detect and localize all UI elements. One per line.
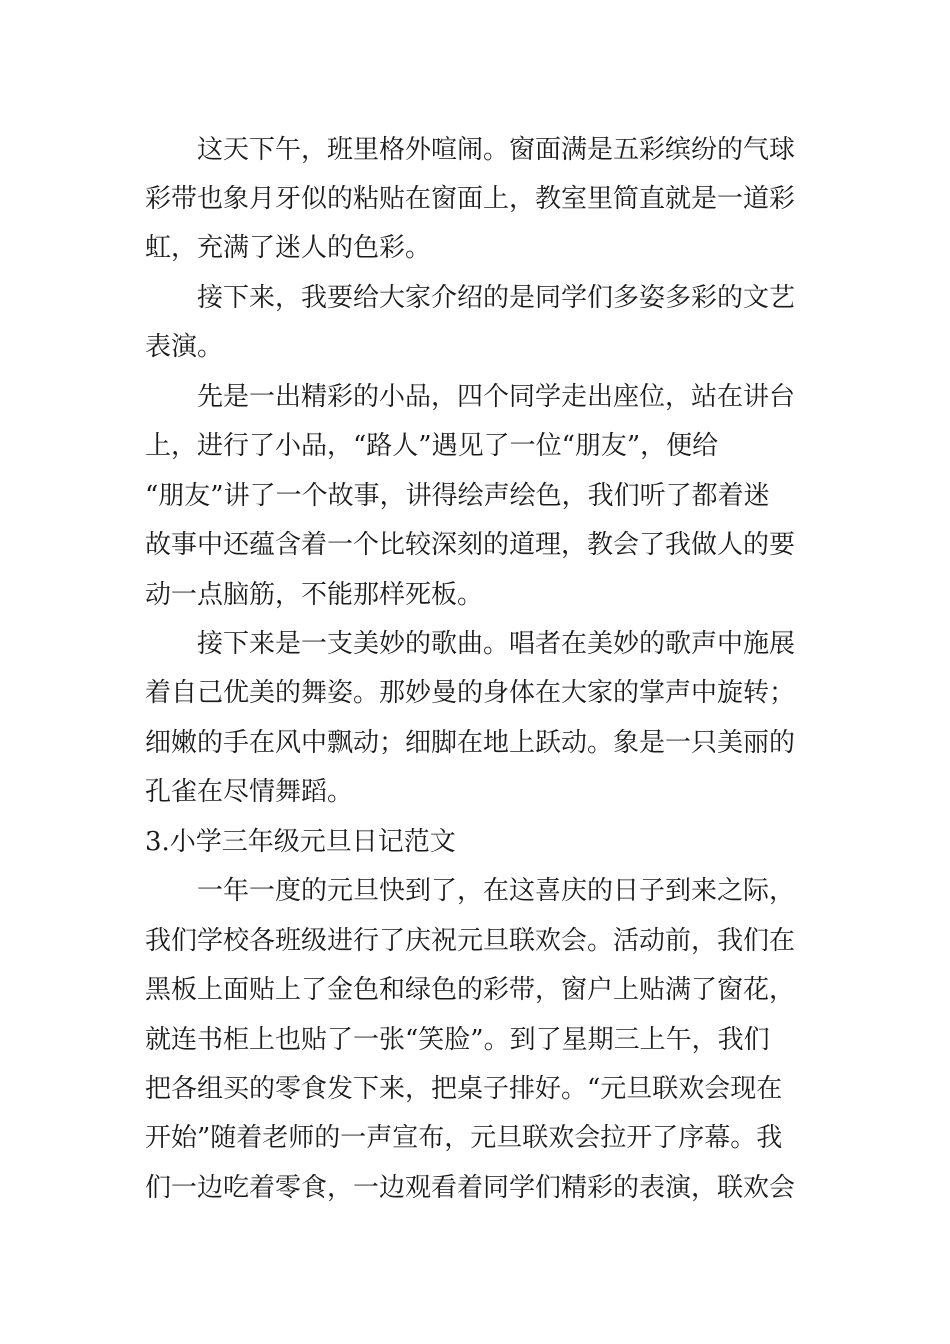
paragraph-line: 接下来，我要给大家介绍的是同学们多姿多彩的文艺	[197, 283, 796, 313]
paragraph-line: 这天下午，班里格外喧闹。窗面满是五彩缤纷的气球	[197, 135, 796, 165]
paragraph-line: 动一点脑筋，不能那样死板。	[145, 580, 484, 610]
paragraph-line: 着自己优美的舞姿。那妙曼的身体在大家的掌声中旋转；	[145, 678, 796, 708]
paragraph-line: 先是一出精彩的小品，四个同学走出座位，站在讲台	[197, 382, 796, 412]
paragraph-line: 表演。	[145, 332, 224, 362]
paragraph-line: 我们学校各班级进行了庆祝元旦联欢会。活动前，我们在	[145, 926, 796, 956]
paragraph-line: “朋友”讲了一个故事，讲得绘声绘色，我们听了都着迷	[145, 481, 770, 511]
paragraph-line: 细嫩的手在风中飘动；细脚在地上跃动。象是一只美丽的	[145, 728, 796, 758]
paragraph-line: 虹，充满了迷人的色彩。	[145, 233, 432, 263]
paragraph-line: 彩带也象月牙似的粘贴在窗面上，教室里简直就是一道彩	[145, 184, 796, 214]
paragraph-line: 一年一度的元旦快到了，在这喜庆的日子到来之际，	[197, 876, 796, 906]
paragraph-line: 黑板上面贴上了金色和绿色的彩带，窗户上贴满了窗花，	[145, 975, 796, 1005]
paragraph-line: 孔雀在尽情舞蹈。	[145, 777, 354, 807]
paragraph-line: 开始”随着老师的一声宣布，元旦联欢会拉开了序幕。我	[145, 1123, 783, 1153]
paragraph-line: 接下来是一支美妙的歌曲。唱者在美妙的歌声中施展	[197, 629, 796, 659]
paragraph-line: 们一边吃着零食，一边观看着同学们精彩的表演，联欢会	[145, 1173, 796, 1203]
paragraph-line: 就连书柜上也贴了一张“笑脸”。到了星期三上午，我们	[145, 1025, 770, 1055]
paragraph-line: 故事中还蕴含着一个比较深刻的道理，教会了我做人的要	[145, 530, 796, 560]
section-heading: 3.小学三年级元旦日记范文	[145, 827, 456, 857]
paragraph-line: 把各组买的零食发下来，把桌子排好。“元旦联欢会现在	[145, 1074, 783, 1104]
paragraph-line: 上，进行了小品，“路人”遇见了一位“朋友”，便给	[145, 431, 719, 461]
